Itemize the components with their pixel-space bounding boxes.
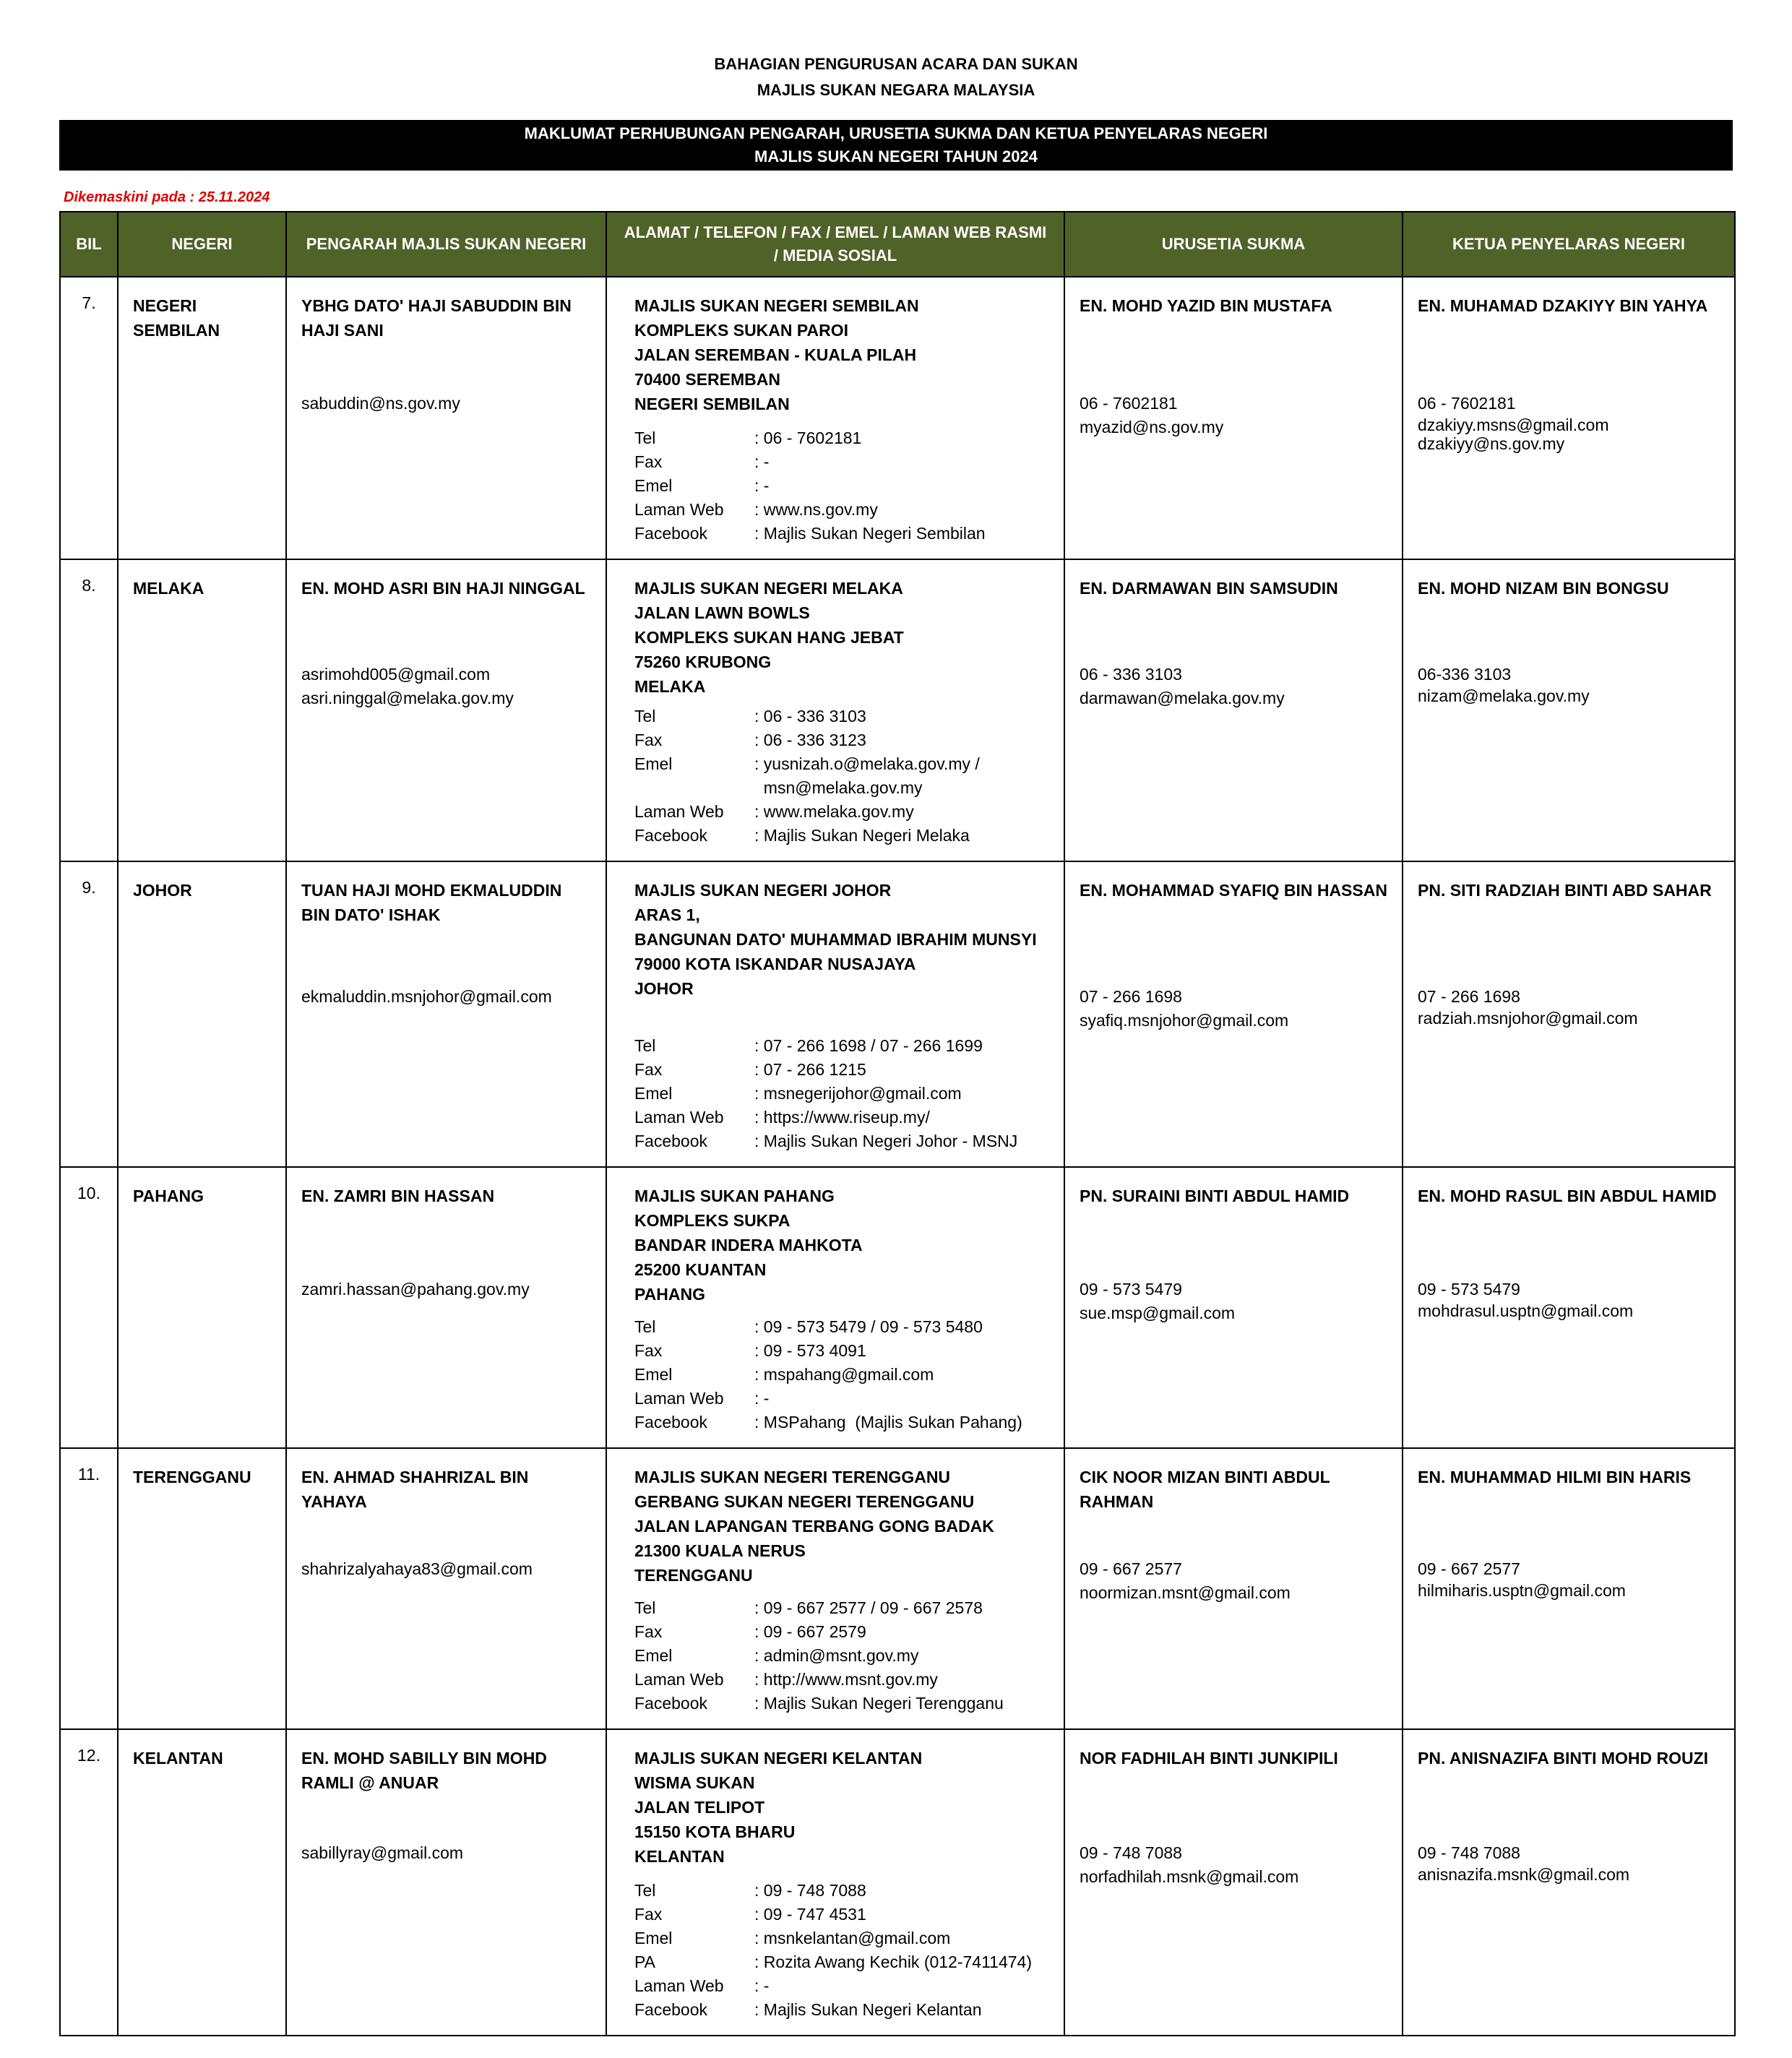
director-name: EN. MOHD SABILLY BIN MOHD RAMLI @ ANUAR bbox=[301, 1749, 547, 1792]
secretariat-email: sue.msp@gmail.com bbox=[1080, 1304, 1236, 1322]
address-line: MAJLIS SUKAN NEGERI SEMBILAN bbox=[634, 296, 919, 315]
contact-label: Laman Web bbox=[634, 1976, 724, 1995]
contact-value: : msnkelantan@gmail.com bbox=[754, 1929, 951, 1947]
director-email: asrimohd005@gmail.com bbox=[301, 665, 491, 684]
cell-bil bbox=[60, 277, 118, 559]
cell-alamat bbox=[606, 1167, 1064, 1448]
contact-value: : 07 - 266 1215 bbox=[754, 1060, 866, 1079]
address-line: MAJLIS SUKAN NEGERI KELANTAN bbox=[634, 1749, 923, 1768]
secretariat-name: PN. SURAINI BINTI ABDUL HAMID bbox=[1080, 1187, 1350, 1205]
coordinator-phone: 07 - 266 1698 bbox=[1418, 987, 1520, 1006]
address-line: KOMPLEKS SUKAN PAROI bbox=[634, 321, 849, 340]
urusetia-block bbox=[1065, 862, 1402, 1046]
address-line: JALAN SEREMBAN - KUALA PILAH bbox=[634, 345, 917, 364]
state-name: MELAKA bbox=[133, 579, 204, 598]
cell-alamat bbox=[606, 1729, 1064, 2036]
state-name: PAHANG bbox=[133, 1187, 204, 1205]
address-spacer bbox=[634, 1869, 1055, 1879]
pengarah-block bbox=[287, 1730, 606, 1878]
address-line: KOMPLEKS SUKAN HANG JEBAT bbox=[634, 628, 904, 647]
director-email: shahrizalyahaya83@gmail.com bbox=[301, 1559, 533, 1578]
contact-label: Emel bbox=[634, 476, 673, 495]
address-line: PAHANG bbox=[634, 1285, 705, 1304]
secretariat-name: CIK NOOR MIZAN BINTI ABDUL RAHMAN bbox=[1080, 1468, 1330, 1511]
coordinator-email: anisnazifa.msnk@gmail.com bbox=[1418, 1865, 1630, 1884]
cell-pengarah bbox=[286, 1448, 606, 1729]
address-line: 15150 KOTA BHARU bbox=[634, 1822, 796, 1841]
secretariat-email: myazid@ns.gov.my bbox=[1080, 418, 1224, 436]
cell-urusetia bbox=[1064, 1448, 1403, 1729]
secretariat-phone: 09 - 748 7088 bbox=[1080, 1843, 1182, 1862]
ketua-block bbox=[1403, 277, 1734, 466]
cell-bil bbox=[60, 1167, 118, 1448]
contact-label: Tel bbox=[634, 1598, 656, 1617]
address-line: KOMPLEKS SUKPA bbox=[634, 1211, 791, 1230]
contact-value: : MSPahang (Majlis Sukan Pahang) bbox=[754, 1413, 1022, 1431]
address-line: MAJLIS SUKAN PAHANG bbox=[634, 1187, 835, 1205]
address-line: MAJLIS SUKAN NEGERI MELAKA bbox=[634, 579, 903, 598]
contact-value: : https://www.riseup.my/ bbox=[754, 1108, 930, 1127]
cell-ketua bbox=[1403, 1448, 1735, 1729]
contact-list bbox=[634, 426, 1055, 546]
secretariat-name: NOR FADHILAH BINTI JUNKIPILI bbox=[1080, 1749, 1338, 1768]
column-header-bil: BIL bbox=[60, 212, 118, 277]
secretariat-phone: 09 - 667 2577 bbox=[1080, 1559, 1182, 1578]
contact-label: Facebook bbox=[634, 826, 708, 845]
contact-value: : Majlis Sukan Negeri Johor - MSNJ bbox=[754, 1132, 1018, 1150]
address-line: BANDAR INDERA MAHKOTA bbox=[634, 1236, 863, 1254]
coordinator-phone: 09 - 573 5479 bbox=[1418, 1280, 1520, 1299]
cell-ketua bbox=[1403, 861, 1735, 1167]
urusetia-block bbox=[1065, 1730, 1402, 1902]
cell-ketua bbox=[1403, 1167, 1735, 1448]
row-number: 7. bbox=[82, 293, 96, 312]
header-line-2: MAJLIS SUKAN NEGARA MALAYSIA bbox=[757, 81, 1035, 99]
secretariat-phone: 09 - 573 5479 bbox=[1080, 1280, 1182, 1299]
coordinator-email: hilmiharis.usptn@gmail.com bbox=[1418, 1581, 1626, 1600]
table-row bbox=[60, 277, 1735, 559]
address-line: JALAN TELIPOT bbox=[634, 1798, 765, 1817]
address-spacer bbox=[634, 1306, 1055, 1315]
contact-list bbox=[634, 1879, 1055, 2022]
state-name: KELANTAN bbox=[133, 1749, 223, 1768]
urusetia-block bbox=[1065, 560, 1402, 723]
contact-label bbox=[634, 776, 754, 800]
director-email: sabillyray@gmail.com bbox=[301, 1843, 464, 1862]
coordinator-email: radziah.msnjohor@gmail.com bbox=[1418, 1009, 1638, 1028]
address-line: KELANTAN bbox=[634, 1847, 725, 1866]
address-line: JOHOR bbox=[634, 979, 694, 998]
cell-bil bbox=[60, 861, 118, 1167]
cell-negeri bbox=[118, 1167, 286, 1448]
address-spacer bbox=[634, 416, 1055, 426]
cell-alamat bbox=[606, 861, 1064, 1167]
address-block bbox=[607, 560, 1064, 861]
cell-negeri bbox=[118, 277, 286, 559]
cell-urusetia bbox=[1064, 1729, 1403, 2036]
banner-line-2: MAJLIS SUKAN NEGERI TAHUN 2024 bbox=[754, 147, 1038, 165]
contact-value: : 09 - 573 5479 / 09 - 573 5480 bbox=[754, 1317, 983, 1336]
contact-label: Tel bbox=[634, 1881, 656, 1900]
contact-value: : 09 - 573 4091 bbox=[754, 1341, 866, 1360]
coordinator-email-2: dzakiyy@ns.gov.my bbox=[1418, 434, 1565, 453]
cell-bil bbox=[60, 1448, 118, 1729]
director-name: YBHG DATO' HAJI SABUDDIN BIN HAJI SANI bbox=[301, 296, 572, 340]
contact-label: Tel bbox=[634, 707, 656, 726]
row-number: 11. bbox=[77, 1465, 100, 1484]
contact-value: : - bbox=[754, 476, 770, 495]
cell-urusetia bbox=[1064, 861, 1403, 1167]
contact-label: Emel bbox=[634, 1084, 673, 1103]
coordinator-phone: 06-336 3103 bbox=[1418, 665, 1512, 684]
column-header-alamat: ALAMAT / TELEFON / FAX / EMEL / LAMAN WEB RASMI / MEDIA SOSIAL bbox=[606, 212, 1064, 277]
coordinator-name: PN. ANISNAZIFA BINTI MOHD ROUZI bbox=[1418, 1749, 1709, 1768]
column-header-pengarah: PENGARAH MAJLIS SUKAN NEGERI bbox=[286, 212, 606, 277]
secretariat-phone: 06 - 7602181 bbox=[1080, 394, 1178, 413]
secretariat-email: darmawan@melaka.gov.my bbox=[1080, 689, 1285, 707]
address-line: TERENGGANU bbox=[634, 1566, 753, 1585]
cell-alamat bbox=[606, 277, 1064, 559]
address-line: 70400 SEREMBAN bbox=[634, 370, 780, 389]
ketua-block bbox=[1403, 1168, 1734, 1333]
cell-pengarah bbox=[286, 1167, 606, 1448]
contact-value: : www.melaka.gov.my bbox=[754, 802, 914, 821]
updated-date: Dikemaskini pada : 25.11.2024 bbox=[64, 189, 270, 205]
contact-label: Emel bbox=[634, 754, 673, 773]
cell-urusetia bbox=[1064, 1167, 1403, 1448]
contact-list bbox=[634, 1034, 1055, 1153]
address-block bbox=[607, 1449, 1064, 1728]
coordinator-phone: 09 - 748 7088 bbox=[1418, 1843, 1520, 1862]
address-block bbox=[607, 1730, 1064, 2035]
pengarah-block bbox=[287, 560, 606, 723]
contact-label: Facebook bbox=[634, 1132, 708, 1150]
contact-label: Facebook bbox=[634, 2000, 708, 2019]
cell-urusetia bbox=[1064, 277, 1403, 559]
director-name: EN. MOHD ASRI BIN HAJI NINGGAL bbox=[301, 579, 585, 598]
contact-label: Tel bbox=[634, 429, 656, 447]
address-line: MAJLIS SUKAN NEGERI JOHOR bbox=[634, 881, 892, 900]
contact-label: Fax bbox=[634, 1341, 663, 1360]
secretariat-email: noormizan.msnt@gmail.com bbox=[1080, 1583, 1291, 1602]
banner-line-1: MAKLUMAT PERHUBUNGAN PENGARAH, URUSETIA SUKMA DAN KETUA PENYELARAS NEGERI bbox=[524, 124, 1268, 142]
contact-label: Fax bbox=[634, 1905, 663, 1924]
contact-label: Emel bbox=[634, 1929, 673, 1947]
coordinator-email: mohdrasul.usptn@gmail.com bbox=[1418, 1301, 1634, 1320]
contact-value: : 09 - 667 2577 / 09 - 667 2578 bbox=[754, 1598, 983, 1617]
urusetia-block bbox=[1065, 277, 1402, 452]
table-header-row bbox=[60, 212, 1735, 277]
contact-label: Tel bbox=[634, 1317, 656, 1336]
contact-value: : 09 - 747 4531 bbox=[754, 1905, 866, 1924]
contact-label: Emel bbox=[634, 1646, 673, 1665]
contact-value: : Majlis Sukan Negeri Kelantan bbox=[754, 2000, 982, 2019]
urusetia-block bbox=[1065, 1449, 1402, 1618]
contact-value: : http://www.msnt.gov.my bbox=[754, 1670, 938, 1689]
contact-value: : admin@msnt.gov.my bbox=[754, 1646, 919, 1665]
column-header-ketua: KETUA PENYELARAS NEGERI bbox=[1403, 212, 1735, 277]
contact-value: : Majlis Sukan Negeri Melaka bbox=[754, 826, 970, 845]
row-number: 10. bbox=[77, 1184, 100, 1202]
contact-label: Laman Web bbox=[634, 500, 724, 519]
contact-value: : - bbox=[754, 452, 770, 471]
address-line: JALAN LAWN BOWLS bbox=[634, 603, 810, 622]
cell-alamat bbox=[606, 1448, 1064, 1729]
contact-value: : 06 - 7602181 bbox=[754, 429, 862, 447]
contact-label: Facebook bbox=[634, 524, 708, 543]
coordinator-phone: 06 - 7602181 bbox=[1418, 394, 1516, 413]
contact-label: Tel bbox=[634, 1036, 656, 1055]
header-line-1: BAHAGIAN PENGURUSAN ACARA DAN SUKAN bbox=[714, 55, 1078, 73]
cell-pengarah bbox=[286, 861, 606, 1167]
coordinator-phone: 09 - 667 2577 bbox=[1418, 1559, 1520, 1578]
contact-value: : 09 - 667 2579 bbox=[754, 1622, 866, 1641]
coordinator-name: PN. SITI RADZIAH BINTI ABD SAHAR bbox=[1418, 881, 1712, 900]
row-number: 9. bbox=[82, 878, 96, 897]
contact-value: : Majlis Sukan Negeri Terengganu bbox=[754, 1694, 1004, 1713]
contact-value: : msnegerijohor@gmail.com bbox=[754, 1084, 962, 1103]
contact-label: Emel bbox=[634, 1365, 673, 1384]
contact-value: : 09 - 748 7088 bbox=[754, 1881, 866, 1900]
contact-value: : www.ns.gov.my bbox=[754, 500, 878, 519]
contact-value: msn@melaka.gov.my bbox=[754, 778, 923, 797]
state-name: JOHOR bbox=[133, 881, 192, 900]
address-line: GERBANG SUKAN NEGERI TERENGGANU bbox=[634, 1492, 975, 1511]
cell-alamat bbox=[606, 559, 1064, 861]
director-name: EN. ZAMRI BIN HASSAN bbox=[301, 1187, 495, 1205]
contact-table bbox=[59, 211, 1736, 2036]
cell-ketua bbox=[1403, 559, 1735, 861]
contact-label: PA bbox=[634, 1952, 655, 1971]
row-number: 12. bbox=[77, 1746, 100, 1765]
contact-value: : Majlis Sukan Negeri Sembilan bbox=[754, 524, 986, 543]
address-line: ARAS 1, bbox=[634, 905, 700, 924]
contact-label: Fax bbox=[634, 1622, 663, 1641]
director-name: TUAN HAJI MOHD EKMALUDDIN BIN DATO' ISHAK bbox=[301, 881, 562, 924]
cell-urusetia bbox=[1064, 559, 1403, 861]
column-header-urusetia: URUSETIA SUKMA bbox=[1064, 212, 1403, 277]
director-email-2: asri.ninggal@melaka.gov.my bbox=[301, 689, 514, 707]
address-block bbox=[607, 1168, 1064, 1447]
contact-value: : yusnizah.o@melaka.gov.my / bbox=[754, 754, 980, 773]
address-line: MAJLIS SUKAN NEGERI TERENGGANU bbox=[634, 1468, 951, 1486]
pengarah-block bbox=[287, 277, 606, 429]
address-block bbox=[607, 277, 1064, 559]
director-email: ekmaluddin.msnjohor@gmail.com bbox=[301, 987, 552, 1006]
coordinator-name: EN. MOHD NIZAM BIN BONGSU bbox=[1418, 579, 1669, 598]
coordinator-name: EN. MOHD RASUL BIN ABDUL HAMID bbox=[1418, 1187, 1717, 1205]
secretariat-email: syafiq.msnjohor@gmail.com bbox=[1080, 1011, 1289, 1030]
secretariat-email: norfadhilah.msnk@gmail.com bbox=[1080, 1867, 1299, 1886]
cell-pengarah bbox=[286, 277, 606, 559]
contact-list bbox=[634, 1596, 1055, 1715]
coordinator-email: dzakiyy.msns@gmail.com bbox=[1418, 416, 1609, 434]
table-row bbox=[60, 861, 1735, 1167]
cell-bil bbox=[60, 559, 118, 861]
table-row bbox=[60, 559, 1735, 861]
contact-value: : mspahang@gmail.com bbox=[754, 1365, 934, 1384]
contact-label: Fax bbox=[634, 731, 663, 749]
ketua-block bbox=[1403, 1449, 1734, 1613]
coordinator-email: nizam@melaka.gov.my bbox=[1418, 686, 1590, 705]
contact-value: : - bbox=[754, 1976, 770, 1995]
address-line: 79000 KOTA ISKANDAR NUSAJAYA bbox=[634, 955, 916, 973]
table-row bbox=[60, 1448, 1735, 1729]
contact-value: : 07 - 266 1698 / 07 - 266 1699 bbox=[754, 1036, 983, 1055]
row-number: 8. bbox=[82, 576, 96, 595]
secretariat-name: EN. MOHD YAZID BIN MUSTAFA bbox=[1080, 296, 1332, 315]
contact-value: : Rozita Awang Kechik (012-7411474) bbox=[754, 1952, 1033, 1971]
address-spacer bbox=[634, 1001, 1055, 1034]
pengarah-block bbox=[287, 1449, 606, 1594]
address-line: NEGERI SEMBILAN bbox=[634, 395, 790, 413]
director-email: zamri.hassan@pahang.gov.my bbox=[301, 1280, 530, 1299]
address-line: WISMA SUKAN bbox=[634, 1773, 755, 1792]
address-line: 75260 KRUBONG bbox=[634, 653, 772, 671]
address-line: JALAN LAPANGAN TERBANG GONG BADAK bbox=[634, 1517, 994, 1536]
coordinator-name: EN. MUHAMAD DZAKIYY BIN YAHYA bbox=[1418, 296, 1708, 315]
contact-value: : 06 - 336 3103 bbox=[754, 707, 866, 726]
cell-negeri bbox=[118, 861, 286, 1167]
title-banner bbox=[59, 120, 1733, 171]
cell-ketua bbox=[1403, 277, 1735, 559]
pengarah-block bbox=[287, 862, 606, 1022]
cell-negeri bbox=[118, 559, 286, 861]
contact-label: Laman Web bbox=[634, 1670, 724, 1689]
contact-label: Laman Web bbox=[634, 1389, 724, 1408]
address-spacer bbox=[634, 1588, 1055, 1596]
cell-negeri bbox=[118, 1729, 286, 2036]
director-email: sabuddin@ns.gov.my bbox=[301, 394, 460, 413]
ketua-block bbox=[1403, 862, 1734, 1041]
contact-label: Laman Web bbox=[634, 802, 724, 821]
state-name: NEGERI SEMBILAN bbox=[133, 296, 220, 340]
secretariat-phone: 07 - 266 1698 bbox=[1080, 987, 1182, 1006]
table-row bbox=[60, 1167, 1735, 1448]
contact-label: Facebook bbox=[634, 1694, 708, 1713]
urusetia-block bbox=[1065, 1168, 1402, 1338]
address-line: 21300 KUALA NERUS bbox=[634, 1541, 806, 1560]
contact-label: Fax bbox=[634, 452, 663, 471]
secretariat-name: EN. DARMAWAN BIN SAMSUDIN bbox=[1080, 579, 1338, 598]
contact-value: : - bbox=[754, 1389, 770, 1408]
state-name: TERENGGANU bbox=[133, 1468, 251, 1486]
director-name: EN. AHMAD SHAHRIZAL BIN YAHAYA bbox=[301, 1468, 529, 1511]
contact-list bbox=[634, 1315, 1055, 1434]
table-row bbox=[60, 1729, 1735, 2036]
address-line: MELAKA bbox=[634, 677, 706, 696]
cell-ketua bbox=[1403, 1729, 1735, 2036]
column-header-negeri: NEGERI bbox=[118, 212, 286, 277]
contact-value: : 06 - 336 3123 bbox=[754, 731, 866, 749]
ketua-block bbox=[1403, 1730, 1734, 1897]
cell-bil bbox=[60, 1729, 118, 2036]
address-line: BANGUNAN DATO' MUHAMMAD IBRAHIM MUNSYI bbox=[634, 930, 1037, 949]
address-block bbox=[607, 862, 1064, 1166]
pengarah-block bbox=[287, 1168, 606, 1314]
secretariat-phone: 06 - 336 3103 bbox=[1080, 665, 1182, 684]
cell-pengarah bbox=[286, 559, 606, 861]
contact-label: Laman Web bbox=[634, 1108, 724, 1127]
address-line: 25200 KUANTAN bbox=[634, 1260, 767, 1279]
contact-list bbox=[634, 705, 1055, 848]
cell-pengarah bbox=[286, 1729, 606, 2036]
secretariat-name: EN. MOHAMMAD SYAFIQ BIN HASSAN bbox=[1080, 881, 1387, 900]
cell-negeri bbox=[118, 1448, 286, 1729]
address-spacer bbox=[634, 699, 1055, 705]
ketua-block bbox=[1403, 560, 1734, 718]
coordinator-name: EN. MUHAMMAD HILMI BIN HARIS bbox=[1418, 1468, 1692, 1486]
contact-label: Facebook bbox=[634, 1413, 708, 1431]
contact-label: Fax bbox=[634, 1060, 663, 1079]
